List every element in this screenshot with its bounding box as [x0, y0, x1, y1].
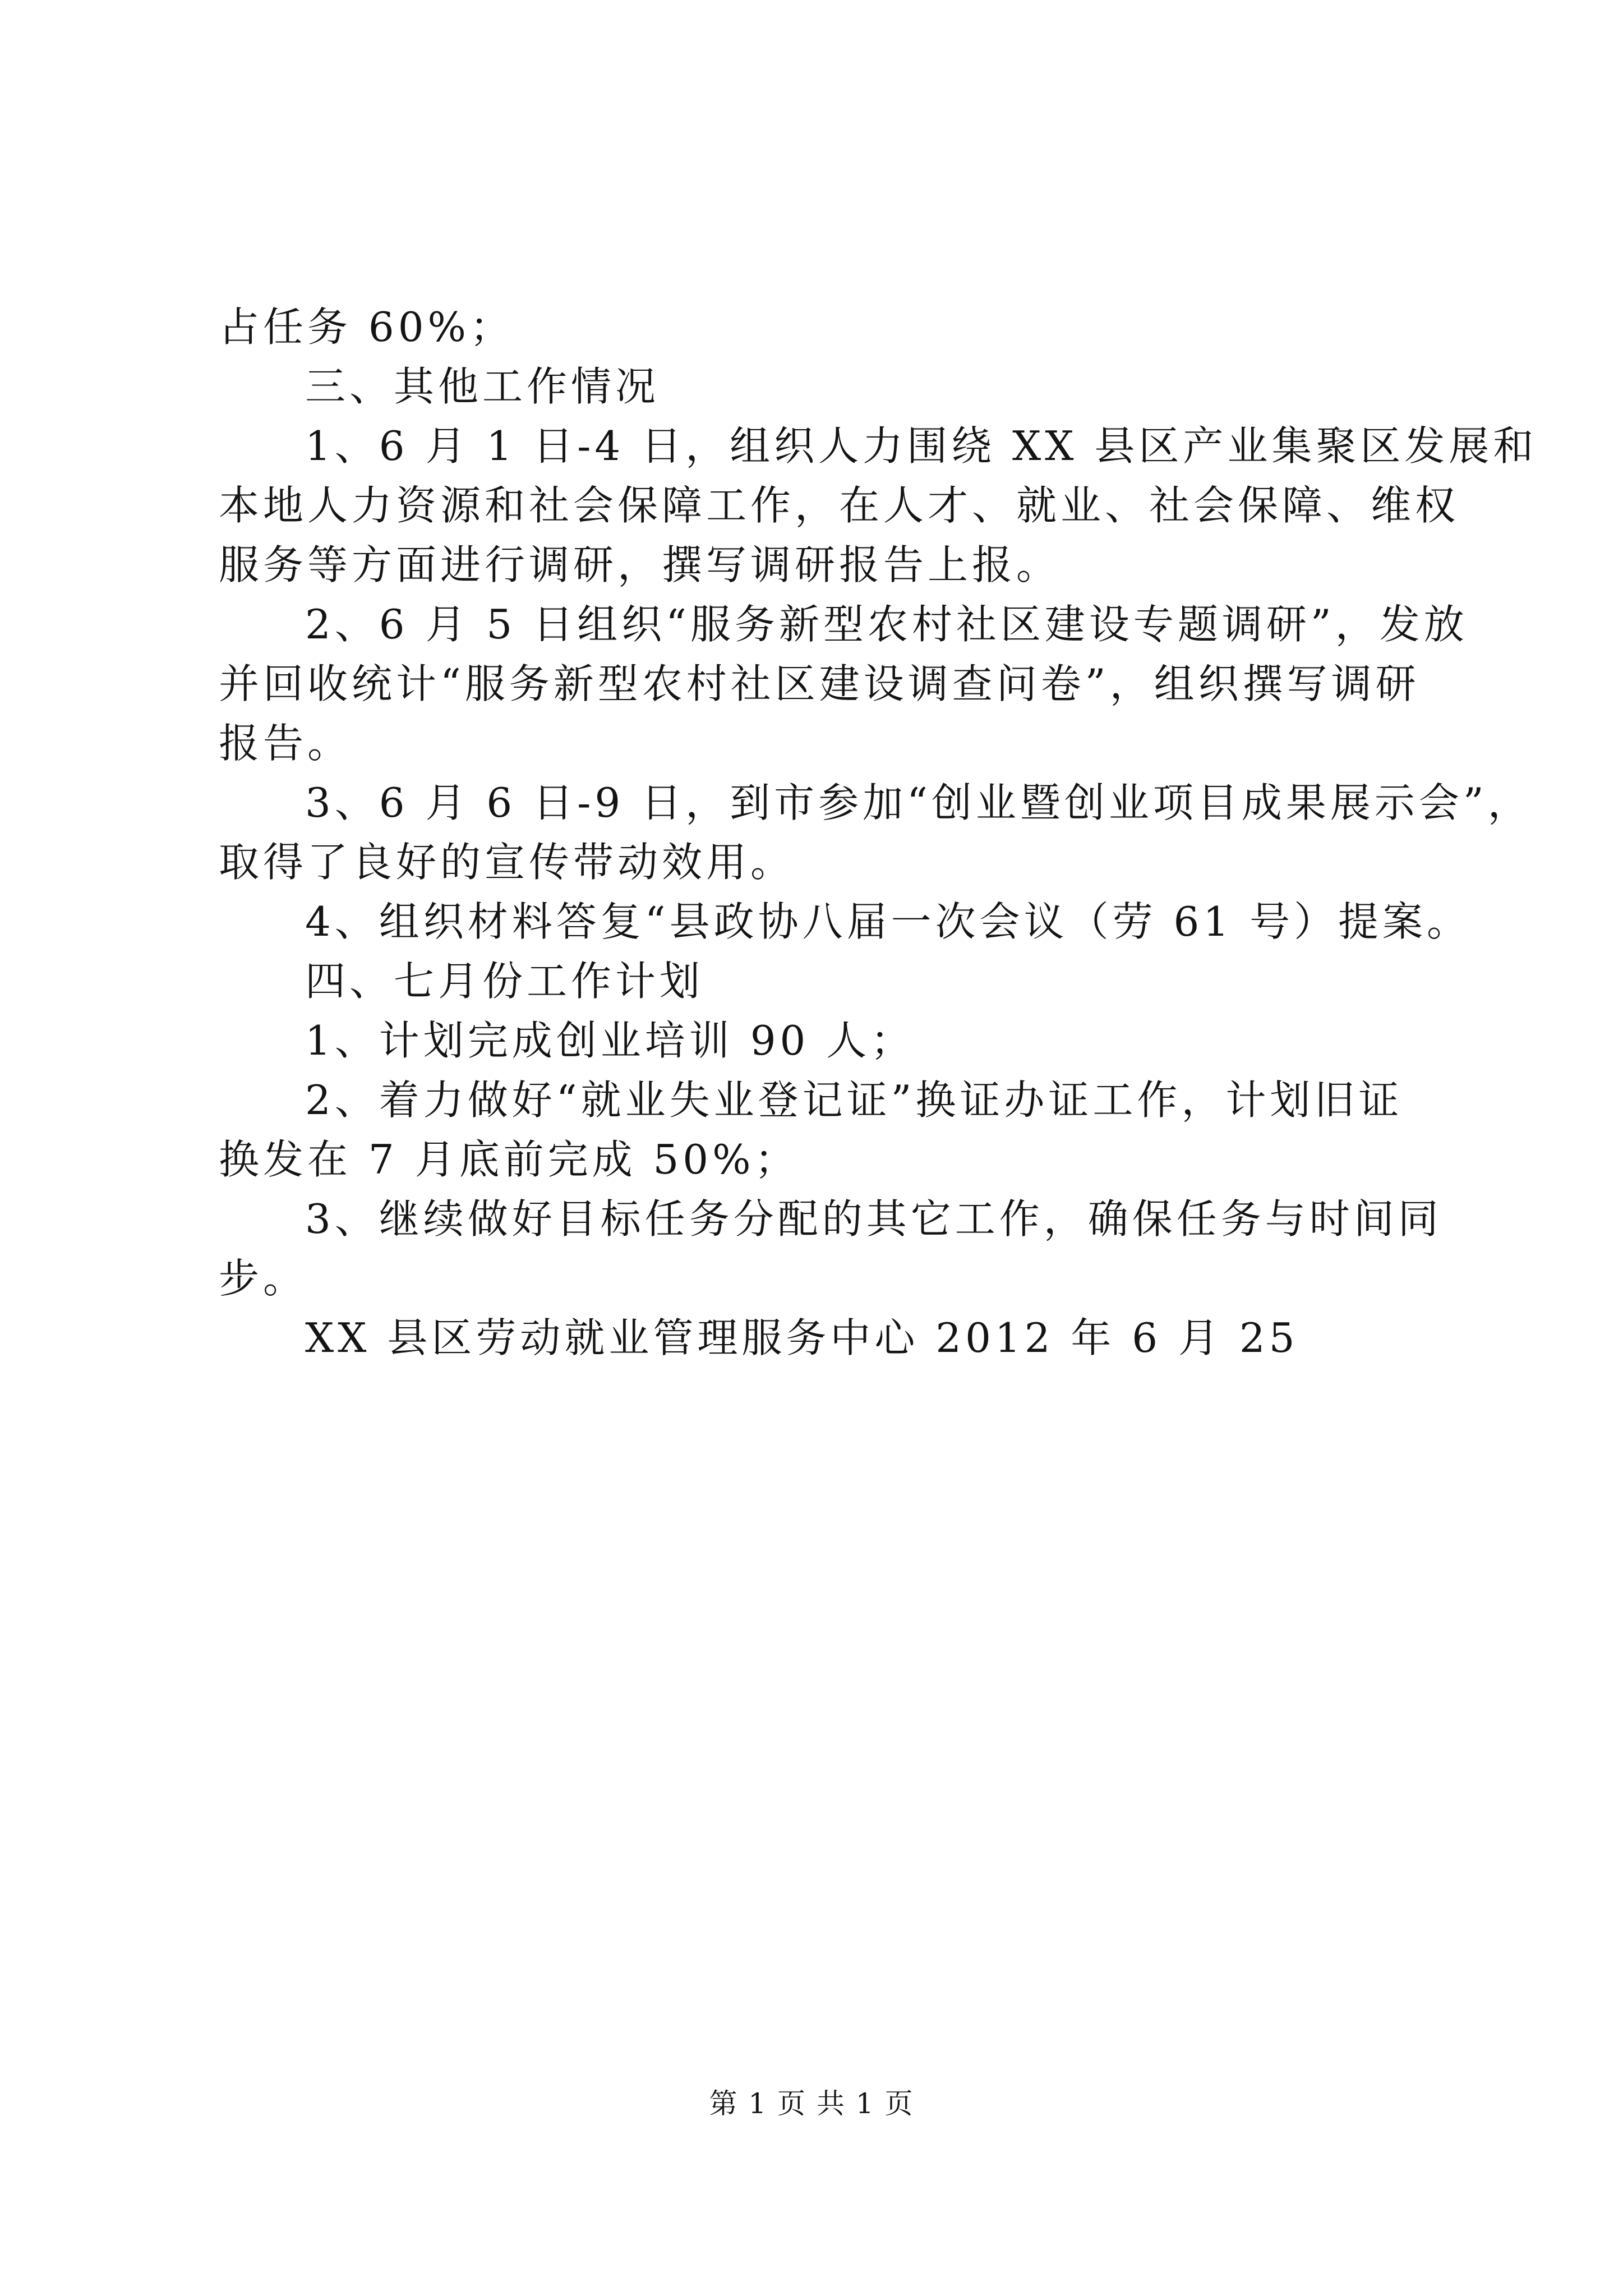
- text-line: 3、6 月 6 日-9 日，到市参加“创业暨创业项目成果展示会”，: [305, 779, 1532, 826]
- section-heading: 四、七月份工作计划: [305, 958, 704, 1005]
- signature-line: XX 县区劳动就业管理服务中心 2012 年 6 月 25: [305, 1314, 1299, 1361]
- text-line: 2、着力做好“就业失业登记证”换证办证工作，计划旧证: [305, 1076, 1403, 1124]
- text-line: 换发在 7 月底前完成 50%；: [219, 1136, 799, 1183]
- text-line: 占任务 60%；: [219, 303, 514, 351]
- text-line: 本地人力资源和社会保障工作，在人才、就业、社会保障、维权: [219, 482, 1460, 529]
- page-number-footer: 第 1 页 共 1 页: [709, 2087, 914, 2120]
- text-line: 3、继续做好目标任务分配的其它工作，确保任务与时间同: [305, 1195, 1442, 1243]
- text-line: 取得了良好的宣传带动效用。: [219, 839, 795, 886]
- text-line: 服务等方面进行调研，撰写调研报告上报。: [219, 541, 1061, 588]
- text-line: 2、6 月 5 日组织“服务新型农村社区建设专题调研”，发放: [305, 601, 1468, 648]
- document-body: [219, 297, 1538, 1368]
- section-heading: 三、其他工作情况: [305, 363, 660, 410]
- text-line: 报告。: [219, 720, 352, 767]
- text-line: 1、计划完成创业培训 90 人；: [305, 1017, 915, 1064]
- text-line: 4、组织材料答复“县政协八届一次会议（劳 61 号）提案。: [305, 898, 1472, 945]
- text-line: 步。: [219, 1255, 308, 1302]
- text-line: 1、6 月 1 日-4 日，组织人力围绕 XX 县区产业集聚区发展和: [305, 422, 1538, 470]
- text-line: 并回收统计“服务新型农村社区建设调查问卷”，组织撰写调研: [219, 660, 1420, 707]
